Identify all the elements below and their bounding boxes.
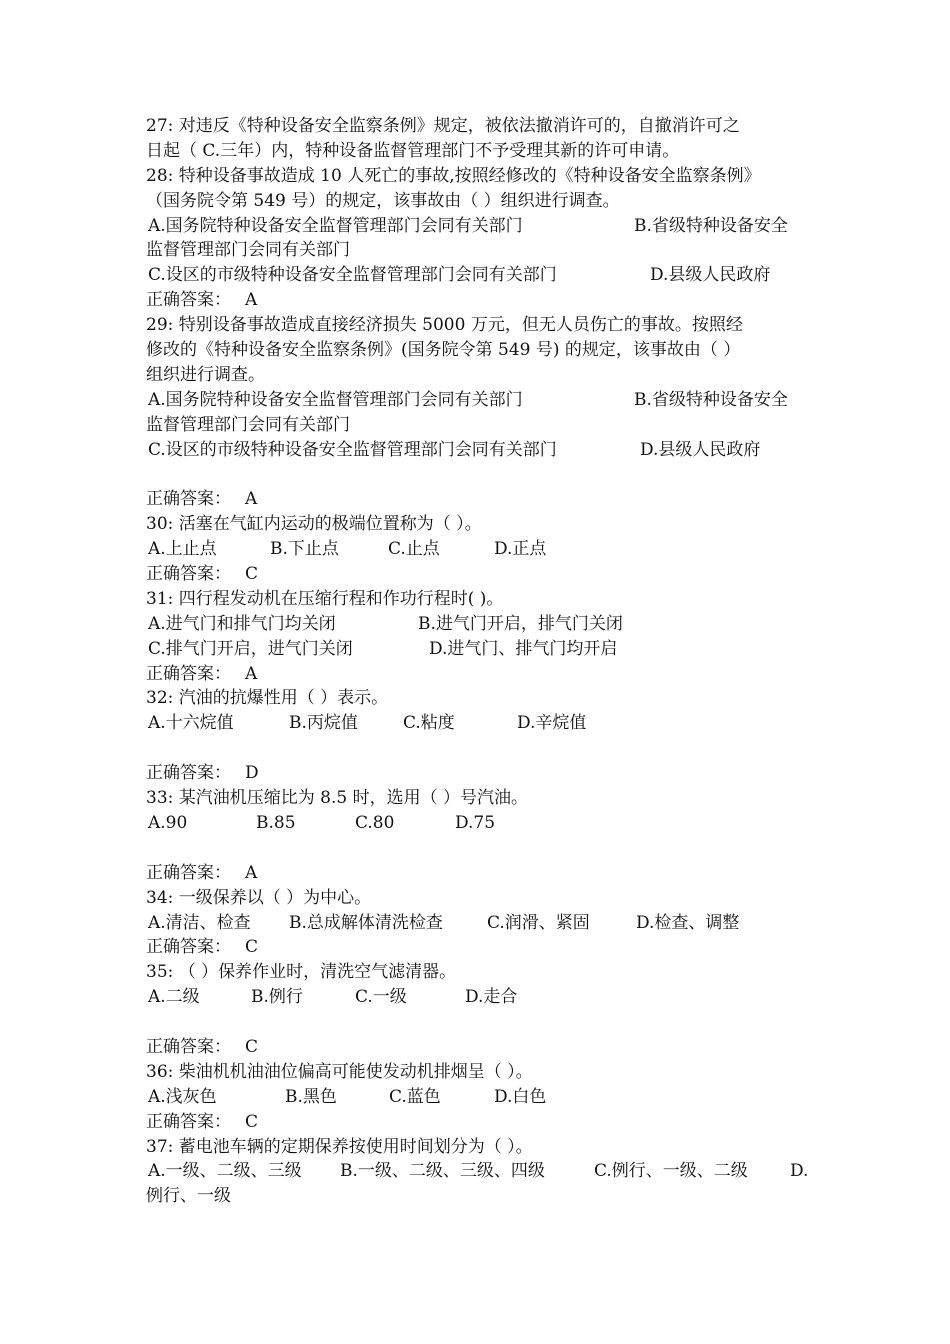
q33-answer xyxy=(146,861,810,886)
q30-option-c: C.止点 xyxy=(388,539,440,560)
q36-option-c: C.蓝色 xyxy=(389,1086,441,1107)
q37-option-d-cont: 例行、一级 xyxy=(146,1186,231,1207)
q28-text-line1: 28: 特种设备事故造成 10 人死亡的事故,按照经修改的《特种设备安全监察条例》 xyxy=(146,165,761,186)
q31-options-row2 xyxy=(146,637,810,662)
q33-option-c: C.80 xyxy=(355,812,395,833)
q32-option-d: D.辛烷值 xyxy=(517,713,587,734)
q30-option-a: A.上止点 xyxy=(148,539,217,560)
answer-label: 正确答案： xyxy=(146,489,231,510)
q34-option-b: B.总成解体清洗检查 xyxy=(289,912,443,933)
q29-option-c: C.设区的市级特种设备安全监督管理部门会同有关部门 xyxy=(148,439,557,460)
q32-answer xyxy=(146,761,810,786)
q29-option-a: A.国务院特种设备安全监督管理部门会同有关部门 xyxy=(148,389,523,410)
q32-option-b: B.丙烷值 xyxy=(289,713,358,734)
q37-option-c: C.例行、一级、二级 xyxy=(594,1161,748,1182)
q36-option-a: A.浅灰色 xyxy=(148,1086,217,1107)
q32-text: 32: 汽油的抗爆性用（ ）表示。 xyxy=(146,688,389,709)
answer-value: D xyxy=(245,763,259,784)
q29-option-b: B.省级特种设备安全 xyxy=(634,389,788,410)
q34-option-d: D.检查、调整 xyxy=(636,912,740,933)
q29-text-line3: 组织进行调查。 xyxy=(146,364,265,385)
q35-options xyxy=(146,985,810,1010)
q34-option-c: C.润滑、紧固 xyxy=(487,912,590,933)
q34-options xyxy=(146,911,810,936)
q31-option-c: C.排气门开启，进气门关闭 xyxy=(148,638,353,659)
blank-line xyxy=(146,836,810,861)
q28-option-c: C.设区的市级特种设备安全监督管理部门会同有关部门 xyxy=(148,265,557,286)
q33-text: 33: 某汽油机压缩比为 8.5 时，选用（ ）号汽油。 xyxy=(146,788,529,809)
answer-label: 正确答案： xyxy=(146,763,231,784)
q31-answer xyxy=(146,662,810,687)
q28-option-b: B.省级特种设备安全 xyxy=(634,215,788,236)
q28-answer xyxy=(146,288,810,313)
q32-option-c: C.粘度 xyxy=(403,713,455,734)
q36-option-b: B.黑色 xyxy=(285,1086,337,1107)
q28-text-line2: （国务院令第 549 号）的规定，该事故由（ ）组织进行调查。 xyxy=(146,190,620,211)
answer-value: C xyxy=(245,1111,259,1132)
q28-option-a: A.国务院特种设备安全监督管理部门会同有关部门 xyxy=(148,215,523,236)
answer-label: 正确答案： xyxy=(146,564,231,585)
q28-option-d: D.县级人民政府 xyxy=(650,265,771,286)
q35-answer xyxy=(146,1035,810,1060)
q33-option-a: A.90 xyxy=(148,812,188,833)
answer-label: 正确答案： xyxy=(146,663,231,684)
answer-label: 正确答案： xyxy=(146,290,231,311)
q31-text: 31: 四行程发动机在压缩行程和作功行程时( )。 xyxy=(146,588,504,609)
q31-option-d: D.进气门、排气门均开启 xyxy=(429,638,618,659)
answer-label: 正确答案： xyxy=(146,862,231,883)
q37-option-a: A.一级、二级、三级 xyxy=(148,1161,302,1182)
q31-options-row1 xyxy=(146,612,810,637)
q28-options-row1 xyxy=(146,214,810,239)
q33-option-b: B.85 xyxy=(256,812,296,833)
q31-option-b: B.进气门开启，排气门关闭 xyxy=(418,613,623,634)
q35-option-d: D.走合 xyxy=(465,987,518,1008)
q34-option-a: A.清洁、检查 xyxy=(148,912,251,933)
q29-option-b-cont: 监督管理部门会同有关部门 xyxy=(146,414,350,435)
q29-options-row2 xyxy=(146,438,810,463)
q27-text-line1: 27: 对违反《特种设备安全监察条例》规定，被依法撤消许可的，自撤消许可之 xyxy=(146,116,740,136)
q33-option-d: D.75 xyxy=(455,812,496,833)
q30-options xyxy=(146,537,810,562)
q34-answer xyxy=(146,935,810,960)
answer-label: 正确答案： xyxy=(146,1111,231,1132)
q29-options-row1 xyxy=(146,388,810,413)
q29-option-d: D.县级人民政府 xyxy=(640,439,761,460)
answer-value: A xyxy=(245,290,258,311)
q30-option-d: D.正点 xyxy=(494,539,547,560)
question-list xyxy=(146,114,810,1209)
q27-text-line2: 日起（ C.三年）内，特种设备监督管理部门不予受理其新的许可申请。 xyxy=(146,140,680,161)
q29-text-line1: 29: 特别设备事故造成直接经济损失 5000 万元，但无人员伤亡的事故。按照经 xyxy=(146,315,743,336)
q30-option-b: B.下止点 xyxy=(270,539,339,560)
blank-line xyxy=(146,736,810,761)
q35-option-c: C.一级 xyxy=(355,987,407,1008)
answer-value: A xyxy=(245,663,258,684)
q29-answer xyxy=(146,487,810,512)
q37-option-d: D. xyxy=(790,1161,809,1182)
q37-options xyxy=(146,1159,810,1184)
answer-label: 正确答案： xyxy=(146,1036,231,1057)
answer-label: 正确答案： xyxy=(146,937,231,958)
q31-option-a: A.进气门和排气门均关闭 xyxy=(148,613,336,634)
q29-text-line2: 修改的《特种设备安全监察条例》(国务院令第 549 号) 的规定，该事故由（ ） xyxy=(146,340,741,361)
q32-options xyxy=(146,711,810,736)
answer-value: C xyxy=(245,937,259,958)
answer-value: A xyxy=(245,862,258,883)
q32-option-a: A.十六烷值 xyxy=(148,713,234,734)
q37-option-b: B.一级、二级、三级、四级 xyxy=(340,1161,545,1182)
q30-answer xyxy=(146,562,810,587)
q37-text: 37: 蓄电池车辆的定期保养按使用时间划分为（ ）。 xyxy=(146,1136,533,1157)
q36-option-d: D.白色 xyxy=(494,1086,547,1107)
answer-value: C xyxy=(245,564,259,585)
q30-text: 30: 活塞在气缸内运动的极端位置称为（ ）。 xyxy=(146,514,482,535)
q35-option-b: B.例行 xyxy=(251,987,303,1008)
answer-value: A xyxy=(245,489,258,510)
blank-line xyxy=(146,1010,810,1035)
q34-text: 34: 一级保养以（ ）为中心。 xyxy=(146,887,372,908)
blank-line xyxy=(146,462,810,487)
q36-options xyxy=(146,1085,810,1110)
q36-text: 36: 柴油机机油油位偏高可能使发动机排烟呈（ ）。 xyxy=(146,1061,533,1082)
q36-answer xyxy=(146,1110,810,1135)
q35-option-a: A.二级 xyxy=(148,987,200,1008)
answer-value: C xyxy=(245,1036,259,1057)
q28-option-b-cont: 监督管理部门会同有关部门 xyxy=(146,240,350,261)
q33-options xyxy=(146,811,810,836)
q35-text: 35: （ ）保养作业时，清洗空气滤清器。 xyxy=(146,962,457,983)
q28-options-row2 xyxy=(146,263,810,288)
